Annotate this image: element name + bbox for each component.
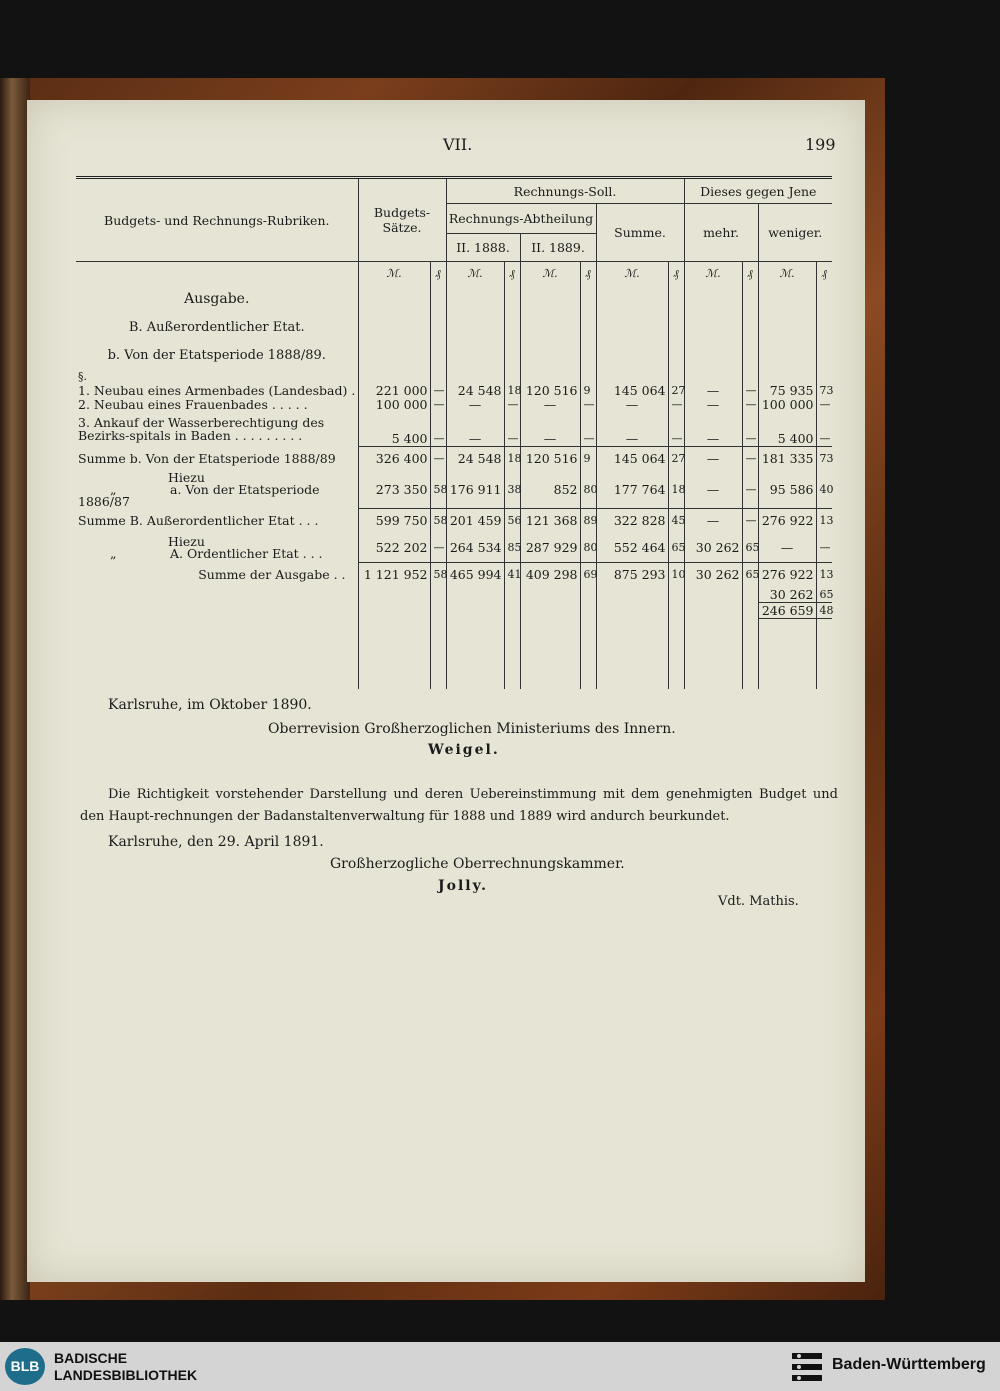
header-weniger: weniger. — [758, 204, 832, 262]
unit-mark: ℳ. — [684, 262, 742, 285]
paragraph-sign: §. — [78, 370, 87, 383]
place-date-2: Karlsruhe, den 29. April 1891. — [108, 834, 324, 850]
unit-pf: ₰ — [430, 262, 446, 285]
unit-mark: ℳ. — [596, 262, 668, 285]
header-comparison: Dieses gegen Jene — [684, 178, 832, 204]
table-row: 2. Neubau eines Frauenbades . . . . . 100 000 — — — — — — — — — 100 000 — — [78, 397, 831, 412]
library-footer-bar — [0, 1342, 1000, 1391]
header-rubrics: Budgets- und Rechnungs-Rubriken. — [76, 178, 358, 262]
table-row: Summe der Ausgabe . . 1 121 952 58 465 994 41 409 298 69 875 293 10 30 262 65 276 922 13 — [76, 562, 832, 588]
heading-ausgabe: Ausgabe. — [184, 291, 250, 307]
unit-pf: ₰ — [668, 262, 684, 285]
state-name[interactable]: Baden-Württemberg — [832, 1356, 986, 1373]
heading-period: b. Von der Etatsperiode 1888/89. — [107, 348, 326, 363]
budget-table — [76, 176, 832, 689]
unit-mark: ℳ. — [520, 262, 580, 285]
header-mehr: mehr. — [684, 204, 758, 262]
unit-pf: ₰ — [580, 262, 596, 285]
section-number: VII. — [443, 135, 473, 154]
unit-mark: ℳ. — [758, 262, 816, 285]
table-row: Summe B. Außerordentlicher Etat . . . 599 750 58 201 459 56 121 368 89 322 828 45 — — 276 922 13 — [76, 508, 832, 534]
heading-extraordinary: B. Außerordentlicher Etat. — [128, 320, 305, 335]
signer-2: Jolly. — [438, 878, 489, 894]
authority-1: Oberrevision Großherzoglichen Ministeriums des Innern. — [268, 721, 676, 737]
header-1888: II. 1888. — [446, 234, 520, 262]
signer-1: Weigel. — [428, 742, 500, 758]
table-row: Hiezu „ a. Von der Etatsperiode 1886/87 273 350 58 176 911 38 852 80 177 764 18 — — 95 586 40 — [78, 470, 834, 509]
table-row: 30 262 65 — [76, 588, 832, 603]
header-summe: Summe. — [596, 204, 684, 262]
certification-statement: Die Richtigkeit vorstehender Darstellung und deren Uebereinstimmung mit dem genehmigten Budget und den Haupt-rechnungen der Badanstaltenverwaltung für 1888 und 1889 wird andurch beurkundet. — [80, 787, 838, 824]
table-row: Summe b. Von der Etatsperiode 1888/89 326 400 — 24 548 18 120 516 9 145 064 27 — — 181 335 73 — [76, 446, 832, 472]
table-row: 3. Ankauf der Wasserberechtigung des Bezirks-spitals in Baden . . . . . . . . . 5 400 — — — — — — — — — 5 400 — — [76, 412, 832, 446]
unit-pf: ₰ — [504, 262, 520, 285]
unit-mark: ℳ. — [446, 262, 504, 285]
table-row: 1. Neubau eines Armenbades (Landesbad) . 221 000 — 24 548 18 120 516 9 145 064 27 — — 75 935 73 — [78, 383, 834, 398]
header-abtheilung: Rechnungs-Abtheilung — [446, 204, 596, 234]
unit-pf: ₰ — [816, 262, 832, 285]
table-row: Hiezu „ A. Ordentlicher Etat . . . 522 202 — 264 534 85 287 929 80 552 464 65 30 262 65 — — — [110, 534, 831, 561]
blb-logo-icon[interactable]: BLB — [5, 1348, 45, 1385]
unit-pf: ₰ — [742, 262, 758, 285]
authority-2: Großherzogliche Oberrechnungskammer. — [330, 856, 625, 872]
library-name[interactable]: BADISCHE LANDESBIBLIOTHEK — [54, 1350, 198, 1383]
baden-wuerttemberg-lion-icon — [790, 1350, 824, 1384]
page-number: 199 — [805, 135, 836, 154]
vdt-signature: Vdt. Mathis. — [718, 894, 799, 909]
table-row: 246 659 48 — [76, 603, 832, 619]
book-spine — [0, 78, 30, 1300]
header-soll: Rechnungs-Soll. — [446, 178, 684, 204]
place-date-1: Karlsruhe, im Oktober 1890. — [108, 697, 312, 713]
header-1889: II. 1889. — [520, 234, 596, 262]
unit-mark: ℳ. — [358, 262, 430, 285]
header-budget: Budgets-Sätze. — [358, 178, 446, 262]
